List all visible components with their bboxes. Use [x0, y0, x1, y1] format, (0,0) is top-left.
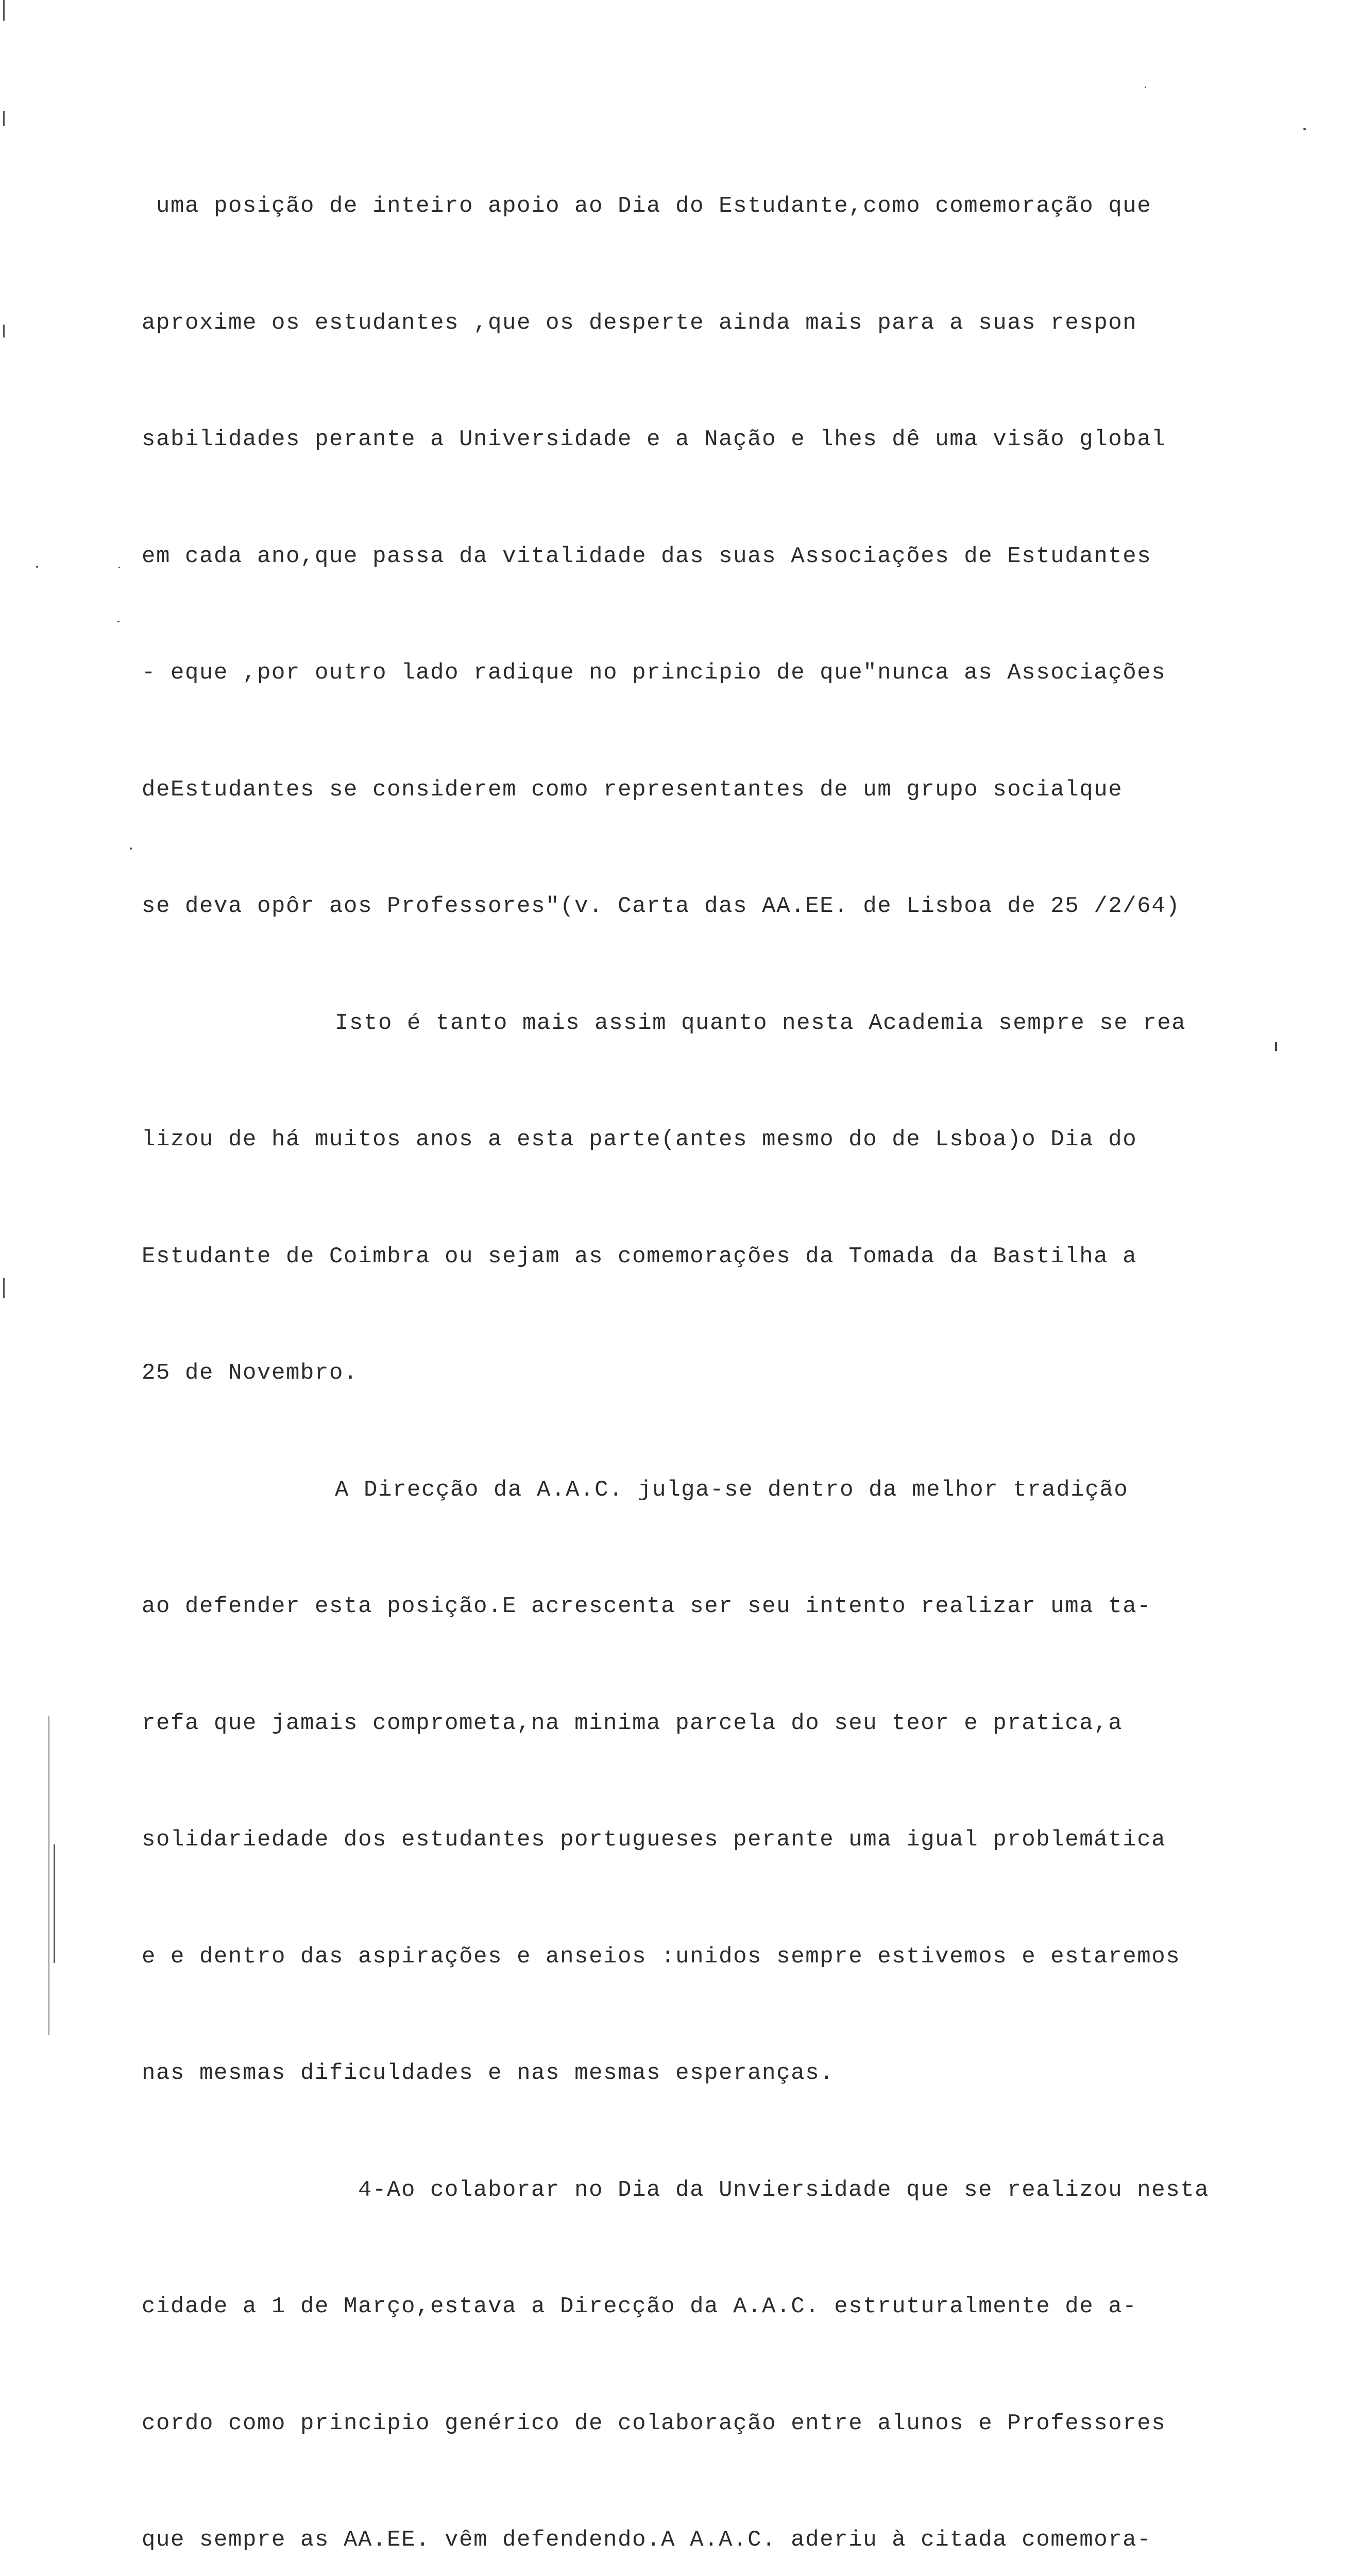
typed-text-block	[142, 109, 1285, 2576]
text-line: lizou de há muitos anos a esta parte(antes mesmo do de Lsboa)o Dia do	[142, 1127, 1137, 1153]
text-line: ao defender esta posição.E acrescenta ser seu intento realizar uma ta-	[142, 1594, 1152, 1619]
text-line: refa que jamais comprometa,na minima parcela do seu teor e pratica,a	[142, 1710, 1123, 1736]
scan-speck	[130, 848, 132, 850]
text-line: aproxime os estudantes ,que os desperte ainda mais para a suas respon	[142, 310, 1137, 336]
text-line: cidade a 1 de Março,estava a Direcção da A.A.C. estruturalmente de a-	[142, 2294, 1137, 2319]
scan-edge-line	[3, 111, 5, 126]
text-line: cordo como principio genérico de colaboração entre alunos e Professores	[142, 2410, 1166, 2436]
scan-speck	[117, 621, 120, 622]
text-line: A Direcção da A.A.C. julga-se dentro da melhor tradição	[335, 1477, 1129, 1503]
text-line: se deva opôr aos Professores"(v. Carta das AA.EE. de Lisboa de 25 /2/64)	[142, 893, 1181, 919]
text-line: e e dentro das aspirações e anseios :unidos sempre estivemos e estaremos	[142, 1943, 1181, 1970]
text-line: solidariedade dos estudantes portugueses perante uma igual problemática	[142, 1827, 1166, 1853]
text-line: Isto é tanto mais assim quanto nesta Academia sempre se rea	[335, 1010, 1186, 1036]
scan-edge-line	[3, 0, 5, 21]
text-line: uma posição de inteiro apoio ao Dia do Estudante,como comemoração que	[142, 193, 1152, 219]
scan-edge-line	[3, 1278, 5, 1298]
text-line: 4-Ao colaborar no Dia da Unviersidade que se realizou nesta	[358, 2177, 1210, 2203]
text-line: 25 de Novembro.	[142, 1360, 359, 1386]
text-line: deEstudantes se considerem como representantes de um grupo socialque	[142, 776, 1123, 803]
text-line: em cada ano,que passa da vitalidade das suas Associações de Estudantes	[142, 543, 1152, 569]
text-line: - eque ,por outro lado radique no principio de que"nunca as Associações	[142, 660, 1166, 686]
text-line: Estudante de Coimbra ou sejam as comemorações da Tomada da Bastilha a	[142, 1243, 1137, 1269]
scan-edge-line	[48, 1716, 49, 2035]
text-line: sabilidades perante a Universidade e a Nação e lhes dê uma visão global	[142, 427, 1166, 452]
scan-speck	[118, 567, 120, 568]
text-line: que sempre as AA.EE. vêm defendendo.A A.A.C. aderiu à citada comemora-	[142, 2527, 1152, 2553]
scan-edge-line	[54, 1844, 55, 1963]
scan-edge-line	[3, 325, 5, 337]
scan-speck	[1145, 87, 1146, 88]
scan-speck	[36, 566, 38, 568]
scan-speck	[1303, 128, 1306, 130]
text-line: nas mesmas dificuldades e nas mesmas esperanças.	[142, 2060, 835, 2086]
